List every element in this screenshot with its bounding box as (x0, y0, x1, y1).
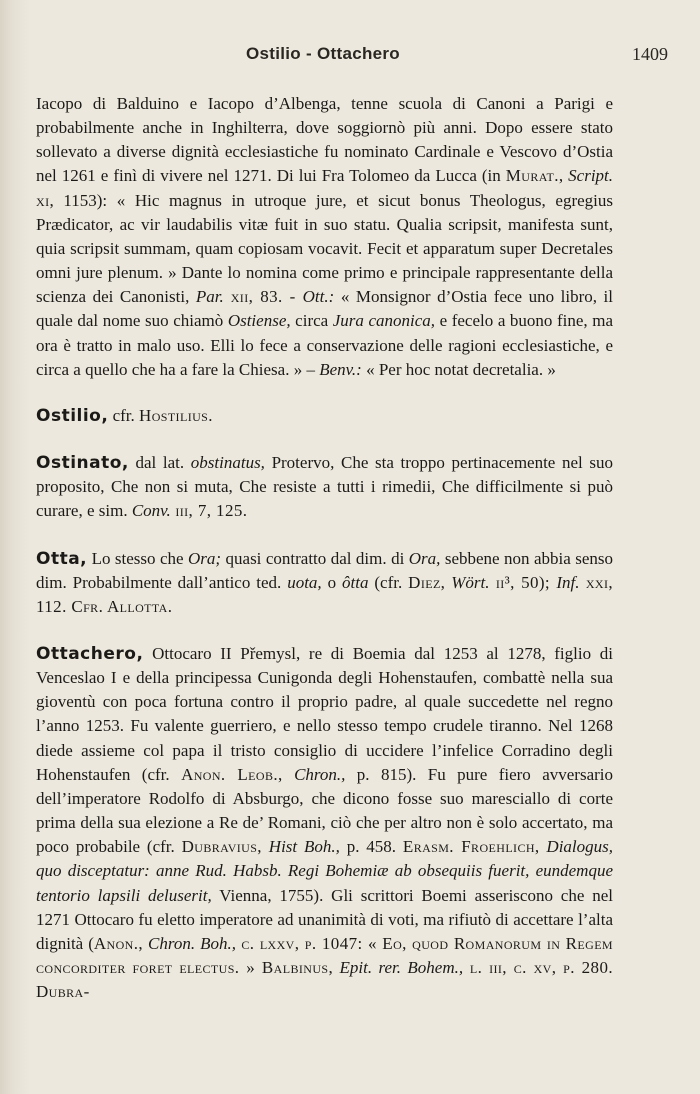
entry-ostinato: Ostinato, dal lat. obstinatus, Protervo, Che sta troppo pertinacemente nel suo proposito, Che non si muta, Che resiste a tutti i rimedii, Che difficilmente si può curare, e sim. Conv. iii, 7, 125. (36, 453, 613, 521)
running-title: Ostilio - Ottachero (246, 44, 400, 63)
headword: Ostilio, (36, 405, 109, 426)
entry-ostilio: Ostilio, cfr. Hostilius. (36, 405, 213, 426)
headword: Ostinato, (36, 453, 129, 474)
entry-ostiense-continuation: Iacopo di Balduino e Iacopo d’Albenga, tenne scuola di Canoni a Parigi e probabilmente anche in Inghilterra, dove soggiornò più anni. Dopo essere stato sollevato a diverse dignità ecclesiastiche fu nominato Cardinale e Vescovo d’Ostia nel 1261 e finì di vivere nel 1271. Di lui Fra Tolomeo da Lucca (in Murat., Script. xi, 1153): « Hic magnus in utroque jure, et sicut bonus Theologus, egregius Prædicator, ac vir laudabilis vitæ fuit in suo statu. Qualia scripsit, manifesta sunt, quia scripsit summam, quam copiosam vocavit. Fecit et apparatum super Decretales omni jure plenum. » Dante lo nomina come primo e principale rappresentante della scienza dei Canonisti, Par. xii, 83. - Ott.: « Monsignor d’Ostia fece uno libro, il quale dal nome suo chiamò Ostiense, circa Jura canonica, e fecelo a buono fine, ma ora è tratto in malo uso. Elli lo fece a conservazione delle ragioni ecclesiastiche, e circa a quello che ha a fare la Chiesa. » – Benv.: « Per hoc notat decretalia. » (36, 94, 614, 379)
headword: Otta, (36, 548, 88, 569)
entry-otta: Otta, Lo stesso che Ora; quasi contratto dal dim. di Ora, sebbene non abbia senso dim. Probabilmente dall’antico ted. uota, o ôtta (cfr. Diez, Wört. ii³, 50); Inf. xxi, 112. Cfr. Allotta. (36, 548, 614, 616)
page-number: 1409 (632, 44, 668, 64)
page-header (36, 44, 668, 74)
body-text (36, 92, 613, 1004)
entry-ottachero: Ottachero, Ottocaro II Přemysl, re di Boemia dal 1253 al 1278, figlio di Venceslao I e della principessa Cunigonda degli Hohenstaufen, combattè nella sua gioventù con poca fortuna contro il proprio padre, al quale succedette nel regno l’anno 1253. Fu valente guerriero, e nello stesso tempo crudele tiranno. Nel 1268 diede assieme col papa il tristo consiglio di uccidere l’infelice Corradino degli Hohenstaufen (cfr. Anon. Leob., Chron., p. 815). Fu pure fiero avversario dell’imperatore Rodolfo di Absburgo, che dicono fosse suo maresciallo di corte prima della sua elezione a Re de’ Romani, ciò che per altro non è solo accertato, ma poco probabile (cfr. Dubravius, Hist Boh., p. 458. Erasm. Froehlich, Dialogus, quo disceptatur: anne Rud. Habsb. Regi Bohemiæ ab obsequiis fuerit, eundemque tentorio lapsili deluserit, Vienna, 1755). Gli scrittori Boemi asseriscono che nel 1271 Ottocaro fu eletto imperatore ad unanimità di voti, ma rifiutò di accettare l’alta dignità (Anon., Chron. Boh., c. lxxv, p. 1047: « Eo, quod Romanorum in Regem concorditer foret electus. » Balbinus, Epit. rer. Bohem., l. iii, c. xv, p. 280. Dubra- (36, 643, 614, 1002)
headword: Ottachero, (36, 643, 144, 664)
